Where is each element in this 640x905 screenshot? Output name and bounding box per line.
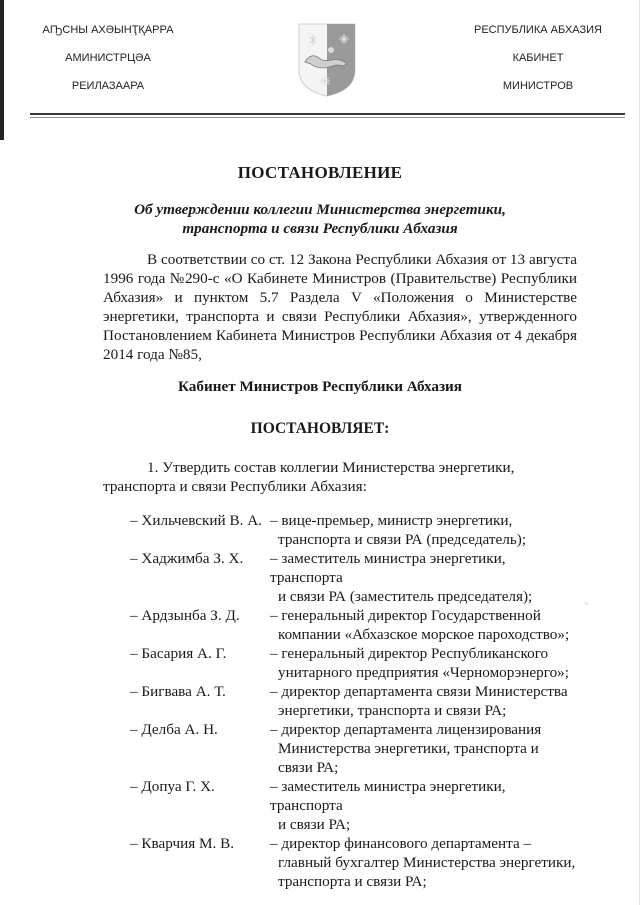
- role-line: – заместитель министра энергетики, транспорта: [270, 778, 506, 814]
- member-name: – Басария А. Г.: [130, 645, 227, 662]
- member-role: [270, 606, 580, 644]
- header-right-line: РЕСПУБЛИКА АБХАЗИЯ: [473, 24, 602, 36]
- list-item: [130, 720, 580, 777]
- subtitle-line: Об утверждении коллегии Министерства энергетики,: [134, 201, 506, 218]
- resolves-heading: ПОСТАНОВЛЯЕТ:: [250, 420, 390, 437]
- role-line: связи РА;: [278, 759, 339, 776]
- list-item: [130, 777, 580, 834]
- list-item: [130, 606, 580, 644]
- header-right-line: КАБИНЕТ: [512, 52, 564, 64]
- role-line: – заместитель министра энергетики, транспорта: [270, 550, 506, 586]
- role-line: и связи РА (заместитель председателя);: [278, 588, 533, 605]
- collegium-members-list: [130, 511, 580, 891]
- member-role: [270, 777, 580, 834]
- role-line: главный бухгалтер Министерства энергетики,: [278, 854, 576, 871]
- scan-speck: [585, 602, 588, 605]
- role-line: транспорта и связи РА (председатель);: [278, 531, 527, 548]
- member-name: – Бигвава А. Т.: [130, 683, 226, 700]
- subtitle-line: транспорта и связи Республики Абхазия: [182, 220, 458, 237]
- header-right-line: МИНИСТРОВ: [502, 80, 574, 92]
- header-divider: [30, 113, 625, 115]
- member-name: – Делба А. Н.: [130, 721, 218, 738]
- role-line: и связи РА;: [278, 816, 351, 833]
- header-left-line: АМИНИСТРЦӘА: [65, 52, 151, 64]
- header-right-russian: [448, 22, 628, 106]
- member-role: [270, 720, 580, 777]
- member-role: [270, 644, 580, 682]
- member-name: – Хаджимба З. Х.: [130, 550, 244, 567]
- role-line: унитарного предприятия «Черноморэнерго»;: [278, 664, 569, 681]
- member-name: – Хильчевский В. А.: [130, 512, 262, 529]
- header-left-line: РЕИЛАЗААРА: [71, 80, 145, 92]
- role-line: – вице-премьер, министр энергетики,: [270, 512, 513, 529]
- coat-of-arms-icon: [297, 22, 357, 98]
- header-divider-thin: [30, 117, 625, 118]
- role-line: энергетики, транспорта и связи РА;: [278, 702, 507, 719]
- list-item: [130, 834, 580, 891]
- document-title: ПОСТАНОВЛЕНИЕ: [237, 163, 403, 182]
- member-role: [270, 549, 580, 606]
- list-item: [130, 682, 580, 720]
- member-name: – Кварчия М. В.: [130, 835, 235, 852]
- member-role: [270, 834, 580, 891]
- role-line: – генеральный директор Государственной: [270, 607, 541, 624]
- role-line: – генеральный директор Республиканского: [270, 645, 549, 662]
- role-line: – директор департамента лицензирования: [270, 721, 542, 738]
- scan-edge: [0, 0, 4, 140]
- document-subtitle: [0, 200, 640, 238]
- member-role: [270, 682, 580, 720]
- member-role: [270, 511, 580, 549]
- member-name: – Допуа Г. Х.: [130, 778, 215, 795]
- role-line: компании «Абхазское морское пароходство»;: [278, 626, 570, 643]
- issuer-heading: Кабинет Министров Республики Абхазия: [177, 378, 463, 395]
- list-item: [130, 549, 580, 606]
- header-left-line: АҦСНЫ АХӘЫНҬҚАРРА: [42, 24, 174, 36]
- header-left-abkhaz: [28, 22, 188, 106]
- list-item: [130, 511, 580, 549]
- role-line: – директор финансового департамента –: [270, 835, 532, 852]
- role-line: Министерства энергетики, транспорта и: [278, 740, 539, 757]
- preamble-paragraph: В соответствии со ст. 12 Закона Республики Абхазия от 13 августа 1996 года №290-с «О Кабинете Министров (Правительстве) Республики Абхазия» и пунктом 5.7 Раздела V «Положения о Министерстве энергетики, транспорта и связи Республики Абхазия», утвержденного Постановлением Кабинета Министров Республики Абхазия от 4 декабря 2014 года №85,: [103, 251, 577, 363]
- list-item: [130, 644, 580, 682]
- role-line: – директор департамента связи Министерства: [270, 683, 568, 700]
- role-line: транспорта и связи РА;: [278, 873, 427, 890]
- member-name: – Ардзынба З. Д.: [130, 607, 240, 624]
- item-1-paragraph: 1. Утвердить состав коллегии Министерства энергетики, транспорта и связи Республики Абхазия:: [103, 459, 515, 495]
